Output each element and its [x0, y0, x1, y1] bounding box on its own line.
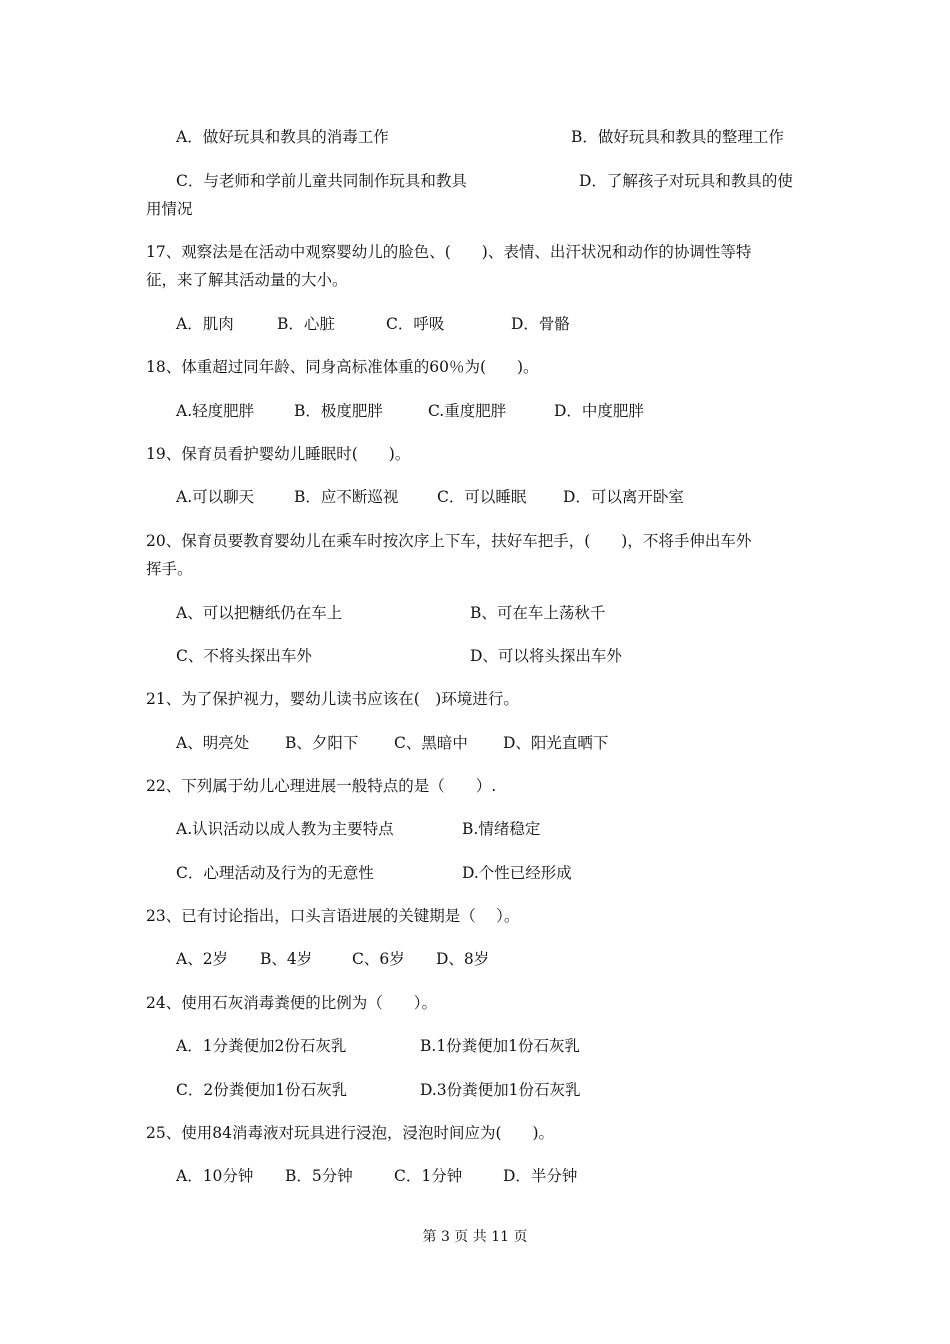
q21-option-c: C、黑暗中 — [394, 734, 468, 752]
q24-option-a: A．1分粪便加2份石灰乳 — [176, 1037, 347, 1055]
q16-option-a: A．做好玩具和教具的消毒工作 — [176, 128, 389, 146]
q18-option-b: B．极度肥胖 — [294, 402, 383, 420]
q18-stem: 18、体重超过同年龄、同身高标准体重的60％为( )。 — [146, 358, 539, 376]
page-footer: 第 3 页 共 11 页 — [422, 1229, 528, 1245]
q20-stem-line2: 挥手。 — [146, 560, 193, 578]
q23-option-b: B、4岁 — [260, 950, 313, 968]
q16-option-b: B．做好玩具和教具的整理工作 — [571, 128, 784, 146]
q25-option-b: B．5分钟 — [285, 1167, 353, 1185]
q25-option-a: A．10分钟 — [176, 1167, 254, 1185]
q20-option-d: D、可以将头探出车外 — [470, 647, 622, 665]
q17-stem-line1: 17、观察法是在活动中观察婴幼儿的脸色、( )、表情、出汗状况和动作的协调性等特 — [146, 243, 752, 261]
q19-option-a: A.可以聊天 — [176, 488, 255, 506]
q20-stem-line1: 20、保育员要教育婴幼儿在乘车时按次序上下车，扶好车把手，( )，不将手伸出车外 — [146, 532, 752, 550]
q17-option-c: C．呼吸 — [386, 315, 445, 333]
q17-option-d: D．骨骼 — [511, 315, 570, 333]
q17-option-b: B．心脏 — [277, 315, 335, 333]
q20-option-a: A、可以把糖纸仍在车上 — [176, 604, 343, 622]
q25-stem: 25、使用84消毒液对玩具进行浸泡，浸泡时间应为( )。 — [146, 1124, 555, 1142]
q19-option-d: D．可以离开卧室 — [563, 488, 684, 506]
q16-option-d: D．了解孩子对玩具和教具的使 — [579, 172, 793, 190]
q24-option-d: D.3份粪便加1份石灰乳 — [420, 1081, 581, 1099]
q18-option-d: D．中度肥胖 — [554, 402, 644, 420]
q20-option-c: C、不将头探出车外 — [176, 647, 312, 665]
q16-option-c: C．与老师和学前儿童共同制作玩具和教具 — [176, 172, 467, 190]
q21-stem: 21、为了保护视力，婴幼儿读书应该在( )环境进行。 — [146, 690, 519, 708]
q20-option-b: B、可在车上荡秋千 — [470, 604, 606, 622]
q25-option-c: C．1分钟 — [394, 1167, 463, 1185]
q19-stem: 19、保育员看护婴幼儿睡眠时( )。 — [146, 445, 411, 463]
q22-stem: 22、下列属于幼儿心理进展一般特点的是（ ）. — [146, 777, 497, 795]
q22-option-c: C．心理活动及行为的无意性 — [176, 864, 374, 882]
q24-stem: 24、使用石灰消毒粪便的比例为（ ）。 — [146, 994, 437, 1012]
q22-option-b: B.情绪稳定 — [462, 820, 541, 838]
q23-option-a: A、2岁 — [176, 950, 229, 968]
q18-option-a: A.轻度肥胖 — [176, 402, 255, 420]
q21-option-b: B、夕阳下 — [285, 734, 359, 752]
q17-stem-line2: 征，来了解其活动量的大小。 — [146, 271, 348, 289]
q23-option-c: C、6岁 — [352, 950, 405, 968]
q21-option-d: D、阳光直晒下 — [503, 734, 609, 752]
q22-option-d: D.个性已经形成 — [462, 864, 572, 882]
q23-stem: 23、已有讨论指出，口头言语进展的关键期是（ ）。 — [146, 907, 520, 925]
q16-option-d-continued: 用情况 — [146, 200, 193, 218]
q21-option-a: A、明亮处 — [176, 734, 250, 752]
q22-option-a: A.认识活动以成人教为主要特点 — [176, 820, 394, 838]
q25-option-d: D．半分钟 — [503, 1167, 578, 1185]
q23-option-d: D、8岁 — [436, 950, 490, 968]
q19-option-b: B．应不断巡视 — [294, 488, 399, 506]
q24-option-c: C．2份粪便加1份石灰乳 — [176, 1081, 348, 1099]
q24-option-b: B.1份粪便加1份石灰乳 — [420, 1037, 581, 1055]
q19-option-c: C．可以睡眠 — [437, 488, 527, 506]
q18-option-c: C.重度肥胖 — [428, 402, 507, 420]
q17-option-a: A．肌肉 — [176, 315, 234, 333]
